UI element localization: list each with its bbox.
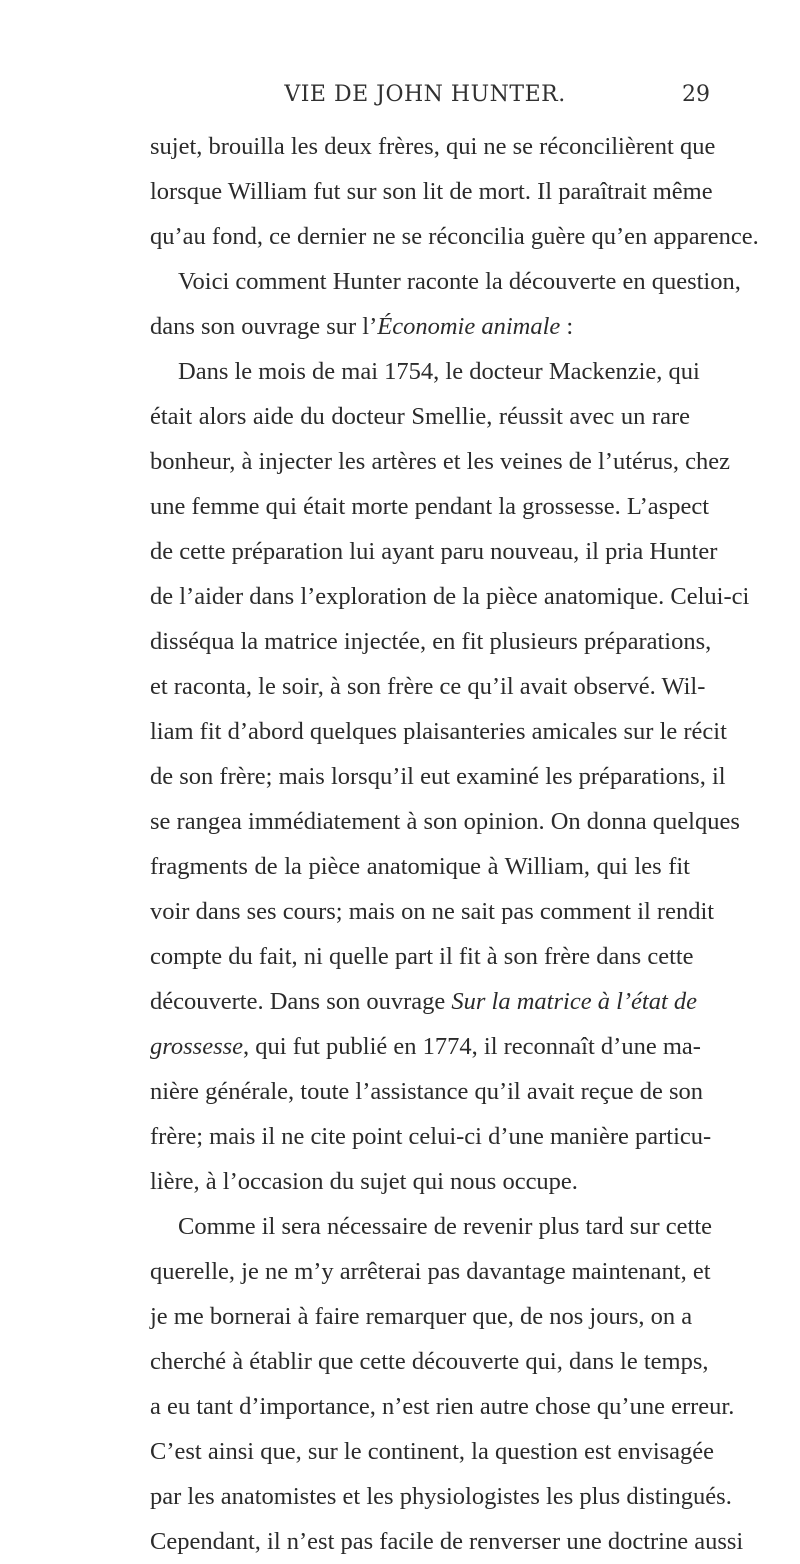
text-line: de son frère; mais lorsqu’il eut examiné les préparations, il [150, 763, 726, 790]
text-line [150, 304, 690, 349]
text-line: voir dans ses cours; mais on ne sait pas comment il rendit [150, 898, 715, 925]
text-segment: : [560, 313, 574, 340]
text-line: lière, à l’occasion du sujet qui nous occupe. [150, 1168, 578, 1195]
text-line [150, 979, 698, 1024]
paragraph [150, 1204, 744, 1564]
text-line: était alors aide du docteur Smellie, réussit avec un rare [150, 403, 690, 430]
text-line: par les anatomistes et les physiologistes les plus distingués. [150, 1483, 732, 1510]
text-line: frère; mais il ne cite point celui-ci d’une manière particu- [150, 1123, 712, 1150]
text-line: lorsque William fut sur son lit de mort. Il paraîtrait même [150, 178, 713, 205]
text-line: une femme qui était morte pendant la grossesse. L’aspect [150, 493, 710, 520]
book-title: grossesse [150, 1033, 244, 1060]
body-text [150, 124, 759, 1564]
text-line: disséqua la matrice injectée, en fit plusieurs préparations, [150, 628, 712, 655]
paragraph [150, 349, 750, 1204]
text-line: Cependant, il n’est pas facile de renverser une doctrine aussi [150, 1528, 744, 1555]
text-line [150, 1024, 701, 1069]
text-line: Voici comment Hunter raconte la découverte en question, [178, 268, 741, 295]
text-line: a eu tant d’importance, n’est rien autre chose qu’une erreur. [150, 1393, 735, 1420]
text-line: compte du fait, ni quelle part il fit à son frère dans cette [150, 943, 694, 970]
text-line: Comme il sera nécessaire de revenir plus tard sur cette [178, 1213, 713, 1240]
text-line: querelle, je ne m’y arrêterai pas davantage maintenant, et [150, 1258, 711, 1285]
running-title: VIE DE JOHN HUNTER. [284, 82, 566, 107]
paragraph [150, 259, 741, 349]
text-line: nière générale, toute l’assistance qu’il avait reçue de son [150, 1078, 704, 1105]
paragraph [150, 124, 759, 259]
text-line: de cette préparation lui ayant paru nouveau, il pria Hunter [150, 538, 718, 565]
text-line: je me bornerai à faire remarquer que, de nos jours, on a [150, 1303, 693, 1330]
text-line: cherché à établir que cette découverte qui, dans le temps, [150, 1348, 709, 1375]
text-line: se rangea immédiatement à son opinion. On donna quelques [150, 808, 740, 835]
text-line: qu’au fond, ce dernier ne se réconcilia guère qu’en apparence. [150, 223, 759, 250]
text-line: et raconta, le soir, à son frère ce qu’il avait observé. Wil- [150, 673, 706, 700]
book-title: Économie animale [377, 313, 561, 340]
text-line: fragments de la pièce anatomique à William, qui les fit [150, 853, 690, 880]
page-number: 29 [682, 82, 710, 107]
text-segment: découverte. Dans son ouvrage [150, 988, 452, 1015]
text-line: bonheur, à injecter les artères et les veines de l’utérus, chez [150, 448, 730, 475]
text-line: de l’aider dans l’exploration de la pièce anatomique. Celui-ci [150, 583, 750, 610]
book-title: Sur la matrice à l’état de [451, 988, 698, 1015]
text-line: C’est ainsi que, sur le continent, la question est envisagée [150, 1438, 715, 1465]
page-header [150, 82, 710, 112]
text-line: Dans le mois de mai 1754, le docteur Mackenzie, qui [178, 358, 700, 385]
text-segment: dans son ouvrage sur l’ [150, 313, 378, 340]
text-segment: , qui fut publié en 1774, il reconnaît d’une ma- [243, 1033, 701, 1060]
text-line: sujet, brouilla les deux frères, qui ne se réconcilièrent que [150, 133, 716, 160]
text-line: liam fit d’abord quelques plaisanteries amicales sur le récit [150, 718, 727, 745]
